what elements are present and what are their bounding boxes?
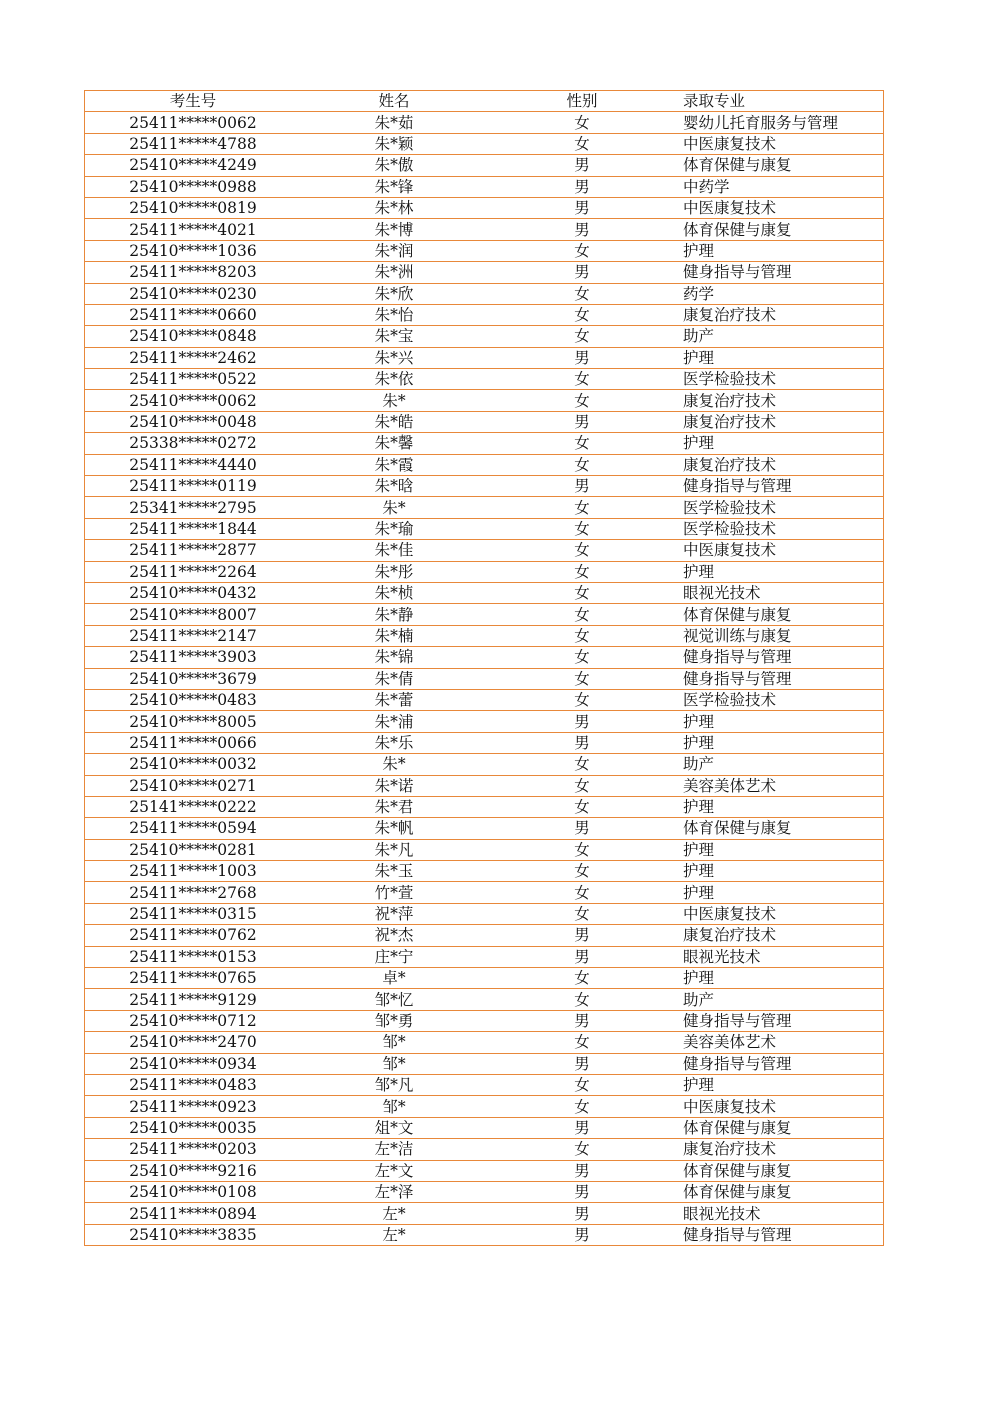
cell-major: 护理 bbox=[677, 433, 884, 454]
cell-major: 护理 bbox=[677, 347, 884, 368]
cell-name: 朱*静 bbox=[301, 604, 487, 625]
cell-name: 朱*兴 bbox=[301, 347, 487, 368]
table-row bbox=[85, 304, 884, 325]
table-body bbox=[85, 112, 884, 1246]
cell-major: 药学 bbox=[677, 283, 884, 304]
cell-name: 朱*晗 bbox=[301, 476, 487, 497]
cell-name: 祝*萍 bbox=[301, 903, 487, 924]
cell-exam-number: 25410*****3835 bbox=[85, 1224, 302, 1245]
table-row bbox=[85, 582, 884, 603]
cell-major: 体育保健与康复 bbox=[677, 155, 884, 176]
cell-name: 朱*倩 bbox=[301, 668, 487, 689]
cell-name: 左* bbox=[301, 1224, 487, 1245]
table-row bbox=[85, 668, 884, 689]
cell-gender: 女 bbox=[487, 540, 677, 561]
table-row bbox=[85, 283, 884, 304]
table-header-row bbox=[85, 91, 884, 112]
cell-major: 助产 bbox=[677, 754, 884, 775]
cell-exam-number: 25411*****0522 bbox=[85, 369, 302, 390]
cell-major: 医学检验技术 bbox=[677, 369, 884, 390]
table-row bbox=[85, 433, 884, 454]
cell-gender: 女 bbox=[487, 989, 677, 1010]
cell-major: 护理 bbox=[677, 1074, 884, 1095]
cell-name: 朱*茹 bbox=[301, 112, 487, 133]
cell-gender: 女 bbox=[487, 796, 677, 817]
cell-major: 眼视光技术 bbox=[677, 1203, 884, 1224]
cell-gender: 男 bbox=[487, 219, 677, 240]
cell-name: 朱*玉 bbox=[301, 861, 487, 882]
cell-exam-number: 25410*****0819 bbox=[85, 197, 302, 218]
table-row bbox=[85, 112, 884, 133]
cell-exam-number: 25411*****2877 bbox=[85, 540, 302, 561]
cell-major: 中药学 bbox=[677, 176, 884, 197]
cell-gender: 女 bbox=[487, 647, 677, 668]
cell-major: 健身指导与管理 bbox=[677, 647, 884, 668]
table-row bbox=[85, 818, 884, 839]
cell-name: 朱*锦 bbox=[301, 647, 487, 668]
cell-gender: 男 bbox=[487, 1224, 677, 1245]
cell-major: 医学检验技术 bbox=[677, 497, 884, 518]
table-row bbox=[85, 1203, 884, 1224]
table-row bbox=[85, 689, 884, 710]
table-row bbox=[85, 732, 884, 753]
cell-name: 朱*依 bbox=[301, 369, 487, 390]
cell-name: 邹*忆 bbox=[301, 989, 487, 1010]
cell-name: 朱*诺 bbox=[301, 775, 487, 796]
cell-name: 庄*宁 bbox=[301, 946, 487, 967]
cell-major: 视觉训练与康复 bbox=[677, 625, 884, 646]
cell-name: 朱*宝 bbox=[301, 326, 487, 347]
cell-gender: 男 bbox=[487, 411, 677, 432]
table-row bbox=[85, 1117, 884, 1138]
cell-gender: 男 bbox=[487, 155, 677, 176]
cell-name: 邹* bbox=[301, 1053, 487, 1074]
cell-gender: 女 bbox=[487, 518, 677, 539]
table-row bbox=[85, 839, 884, 860]
cell-exam-number: 25411*****0066 bbox=[85, 732, 302, 753]
cell-exam-number: 25410*****8007 bbox=[85, 604, 302, 625]
cell-name: 朱* bbox=[301, 754, 487, 775]
cell-exam-number: 25410*****1036 bbox=[85, 240, 302, 261]
table-row bbox=[85, 1224, 884, 1245]
cell-major: 医学检验技术 bbox=[677, 518, 884, 539]
cell-name: 朱*佳 bbox=[301, 540, 487, 561]
header-major: 录取专业 bbox=[677, 91, 884, 112]
cell-exam-number: 25410*****0281 bbox=[85, 839, 302, 860]
cell-name: 左*文 bbox=[301, 1160, 487, 1181]
cell-exam-number: 25410*****4249 bbox=[85, 155, 302, 176]
cell-major: 体育保健与康复 bbox=[677, 818, 884, 839]
cell-name: 祝*杰 bbox=[301, 925, 487, 946]
cell-major: 健身指导与管理 bbox=[677, 1053, 884, 1074]
cell-major: 健身指导与管理 bbox=[677, 1224, 884, 1245]
cell-major: 眼视光技术 bbox=[677, 946, 884, 967]
cell-name: 卓* bbox=[301, 968, 487, 989]
table-row bbox=[85, 903, 884, 924]
cell-exam-number: 25410*****0062 bbox=[85, 390, 302, 411]
cell-major: 护理 bbox=[677, 861, 884, 882]
cell-exam-number: 25411*****0483 bbox=[85, 1074, 302, 1095]
cell-gender: 男 bbox=[487, 262, 677, 283]
cell-gender: 女 bbox=[487, 133, 677, 154]
cell-name: 朱*锋 bbox=[301, 176, 487, 197]
cell-major: 助产 bbox=[677, 989, 884, 1010]
table-row bbox=[85, 133, 884, 154]
table-row bbox=[85, 647, 884, 668]
table-row bbox=[85, 604, 884, 625]
cell-gender: 男 bbox=[487, 197, 677, 218]
cell-gender: 女 bbox=[487, 240, 677, 261]
cell-major: 医学检验技术 bbox=[677, 689, 884, 710]
cell-gender: 男 bbox=[487, 711, 677, 732]
table-row bbox=[85, 497, 884, 518]
cell-name: 朱*林 bbox=[301, 197, 487, 218]
table-row bbox=[85, 240, 884, 261]
table-row bbox=[85, 411, 884, 432]
cell-major: 健身指导与管理 bbox=[677, 476, 884, 497]
cell-exam-number: 25411*****0765 bbox=[85, 968, 302, 989]
table-row bbox=[85, 1160, 884, 1181]
table-row bbox=[85, 796, 884, 817]
cell-exam-number: 25410*****0032 bbox=[85, 754, 302, 775]
table-row bbox=[85, 946, 884, 967]
cell-gender: 男 bbox=[487, 1181, 677, 1202]
cell-major: 婴幼儿托育服务与管理 bbox=[677, 112, 884, 133]
cell-gender: 女 bbox=[487, 1074, 677, 1095]
cell-gender: 男 bbox=[487, 946, 677, 967]
table-row bbox=[85, 262, 884, 283]
table-row bbox=[85, 219, 884, 240]
table-row bbox=[85, 775, 884, 796]
cell-name: 朱*润 bbox=[301, 240, 487, 261]
cell-gender: 女 bbox=[487, 861, 677, 882]
cell-major: 眼视光技术 bbox=[677, 582, 884, 603]
table-row bbox=[85, 711, 884, 732]
table-row bbox=[85, 1053, 884, 1074]
cell-exam-number: 25410*****0048 bbox=[85, 411, 302, 432]
cell-exam-number: 25141*****0222 bbox=[85, 796, 302, 817]
cell-exam-number: 25411*****1844 bbox=[85, 518, 302, 539]
table-row bbox=[85, 861, 884, 882]
cell-gender: 女 bbox=[487, 369, 677, 390]
cell-major: 护理 bbox=[677, 732, 884, 753]
table-row bbox=[85, 454, 884, 475]
cell-gender: 女 bbox=[487, 604, 677, 625]
table-row bbox=[85, 625, 884, 646]
header-gender: 性别 bbox=[487, 91, 677, 112]
admission-table bbox=[84, 90, 884, 1246]
table-row bbox=[85, 518, 884, 539]
table-row bbox=[85, 176, 884, 197]
cell-exam-number: 25410*****0848 bbox=[85, 326, 302, 347]
cell-gender: 女 bbox=[487, 390, 677, 411]
cell-gender: 男 bbox=[487, 1010, 677, 1031]
cell-exam-number: 25411*****0315 bbox=[85, 903, 302, 924]
cell-name: 左*泽 bbox=[301, 1181, 487, 1202]
cell-gender: 女 bbox=[487, 1032, 677, 1053]
cell-gender: 女 bbox=[487, 1139, 677, 1160]
cell-major: 康复治疗技术 bbox=[677, 304, 884, 325]
table-row bbox=[85, 1181, 884, 1202]
cell-major: 健身指导与管理 bbox=[677, 668, 884, 689]
cell-major: 护理 bbox=[677, 240, 884, 261]
table-row bbox=[85, 989, 884, 1010]
cell-name: 朱*蕾 bbox=[301, 689, 487, 710]
cell-name: 朱*傲 bbox=[301, 155, 487, 176]
cell-name: 朱*帆 bbox=[301, 818, 487, 839]
header-exam-number: 考生号 bbox=[85, 91, 302, 112]
cell-major: 美容美体艺术 bbox=[677, 1032, 884, 1053]
cell-exam-number: 25410*****0712 bbox=[85, 1010, 302, 1031]
table-row bbox=[85, 347, 884, 368]
cell-exam-number: 25411*****0923 bbox=[85, 1096, 302, 1117]
cell-exam-number: 25411*****1003 bbox=[85, 861, 302, 882]
cell-exam-number: 25411*****8203 bbox=[85, 262, 302, 283]
cell-exam-number: 25411*****2462 bbox=[85, 347, 302, 368]
cell-gender: 女 bbox=[487, 433, 677, 454]
cell-gender: 女 bbox=[487, 497, 677, 518]
cell-exam-number: 25411*****0203 bbox=[85, 1139, 302, 1160]
cell-exam-number: 25410*****0108 bbox=[85, 1181, 302, 1202]
cell-name: 朱* bbox=[301, 390, 487, 411]
cell-exam-number: 25411*****0119 bbox=[85, 476, 302, 497]
cell-major: 护理 bbox=[677, 711, 884, 732]
cell-exam-number: 25410*****0483 bbox=[85, 689, 302, 710]
cell-name: 朱*君 bbox=[301, 796, 487, 817]
cell-exam-number: 25410*****0271 bbox=[85, 775, 302, 796]
cell-gender: 女 bbox=[487, 968, 677, 989]
cell-name: 朱*楠 bbox=[301, 625, 487, 646]
cell-name: 朱*洲 bbox=[301, 262, 487, 283]
cell-gender: 男 bbox=[487, 732, 677, 753]
cell-name: 邹*凡 bbox=[301, 1074, 487, 1095]
cell-major: 中医康复技术 bbox=[677, 133, 884, 154]
cell-name: 朱*浦 bbox=[301, 711, 487, 732]
table-row bbox=[85, 754, 884, 775]
cell-exam-number: 25411*****4788 bbox=[85, 133, 302, 154]
cell-exam-number: 25411*****2768 bbox=[85, 882, 302, 903]
cell-major: 护理 bbox=[677, 968, 884, 989]
cell-name: 邹* bbox=[301, 1096, 487, 1117]
table-row bbox=[85, 390, 884, 411]
cell-exam-number: 25411*****0762 bbox=[85, 925, 302, 946]
cell-name: 朱*颖 bbox=[301, 133, 487, 154]
cell-exam-number: 25410*****0230 bbox=[85, 283, 302, 304]
cell-major: 康复治疗技术 bbox=[677, 1139, 884, 1160]
cell-major: 体育保健与康复 bbox=[677, 1181, 884, 1202]
table-row bbox=[85, 326, 884, 347]
cell-exam-number: 25411*****0894 bbox=[85, 1203, 302, 1224]
table-row bbox=[85, 540, 884, 561]
cell-gender: 女 bbox=[487, 754, 677, 775]
cell-exam-number: 25410*****8005 bbox=[85, 711, 302, 732]
cell-exam-number: 25410*****0934 bbox=[85, 1053, 302, 1074]
cell-major: 体育保健与康复 bbox=[677, 1160, 884, 1181]
cell-name: 朱*皓 bbox=[301, 411, 487, 432]
cell-major: 护理 bbox=[677, 796, 884, 817]
cell-major: 体育保健与康复 bbox=[677, 604, 884, 625]
cell-gender: 女 bbox=[487, 775, 677, 796]
cell-exam-number: 25338*****0272 bbox=[85, 433, 302, 454]
cell-exam-number: 25411*****4440 bbox=[85, 454, 302, 475]
cell-name: 朱*桢 bbox=[301, 582, 487, 603]
cell-major: 体育保健与康复 bbox=[677, 1117, 884, 1138]
table-row bbox=[85, 1074, 884, 1095]
table-row bbox=[85, 1096, 884, 1117]
cell-gender: 女 bbox=[487, 283, 677, 304]
header-name: 姓名 bbox=[301, 91, 487, 112]
cell-major: 美容美体艺术 bbox=[677, 775, 884, 796]
cell-gender: 男 bbox=[487, 347, 677, 368]
table-row bbox=[85, 1010, 884, 1031]
cell-major: 健身指导与管理 bbox=[677, 262, 884, 283]
cell-gender: 女 bbox=[487, 561, 677, 582]
cell-gender: 男 bbox=[487, 1053, 677, 1074]
table-row bbox=[85, 561, 884, 582]
table-row bbox=[85, 925, 884, 946]
cell-major: 护理 bbox=[677, 882, 884, 903]
cell-name: 朱*乐 bbox=[301, 732, 487, 753]
cell-name: 竹*萱 bbox=[301, 882, 487, 903]
cell-exam-number: 25411*****0660 bbox=[85, 304, 302, 325]
cell-exam-number: 25341*****2795 bbox=[85, 497, 302, 518]
cell-name: 朱*怡 bbox=[301, 304, 487, 325]
table-row bbox=[85, 476, 884, 497]
cell-gender: 男 bbox=[487, 818, 677, 839]
cell-exam-number: 25411*****2264 bbox=[85, 561, 302, 582]
cell-name: 朱*博 bbox=[301, 219, 487, 240]
cell-gender: 男 bbox=[487, 1203, 677, 1224]
cell-name: 邹* bbox=[301, 1032, 487, 1053]
cell-exam-number: 25411*****0594 bbox=[85, 818, 302, 839]
cell-gender: 女 bbox=[487, 304, 677, 325]
cell-major: 中医康复技术 bbox=[677, 1096, 884, 1117]
cell-gender: 女 bbox=[487, 882, 677, 903]
cell-exam-number: 25410*****3679 bbox=[85, 668, 302, 689]
cell-name: 俎*文 bbox=[301, 1117, 487, 1138]
cell-major: 康复治疗技术 bbox=[677, 925, 884, 946]
cell-major: 助产 bbox=[677, 326, 884, 347]
cell-exam-number: 25411*****0153 bbox=[85, 946, 302, 967]
cell-exam-number: 25410*****0035 bbox=[85, 1117, 302, 1138]
cell-major: 健身指导与管理 bbox=[677, 1010, 884, 1031]
cell-major: 康复治疗技术 bbox=[677, 454, 884, 475]
table-row bbox=[85, 197, 884, 218]
cell-name: 邹*勇 bbox=[301, 1010, 487, 1031]
cell-major: 康复治疗技术 bbox=[677, 390, 884, 411]
cell-major: 康复治疗技术 bbox=[677, 411, 884, 432]
cell-exam-number: 25411*****0062 bbox=[85, 112, 302, 133]
cell-name: 左*洁 bbox=[301, 1139, 487, 1160]
cell-major: 中医康复技术 bbox=[677, 197, 884, 218]
cell-gender: 男 bbox=[487, 1160, 677, 1181]
cell-name: 左* bbox=[301, 1203, 487, 1224]
cell-name: 朱*瑜 bbox=[301, 518, 487, 539]
cell-gender: 女 bbox=[487, 454, 677, 475]
cell-gender: 男 bbox=[487, 925, 677, 946]
cell-exam-number: 25411*****3903 bbox=[85, 647, 302, 668]
cell-gender: 女 bbox=[487, 112, 677, 133]
cell-major: 中医康复技术 bbox=[677, 903, 884, 924]
cell-gender: 女 bbox=[487, 625, 677, 646]
cell-gender: 女 bbox=[487, 903, 677, 924]
cell-exam-number: 25411*****4021 bbox=[85, 219, 302, 240]
cell-exam-number: 25410*****9216 bbox=[85, 1160, 302, 1181]
table-row bbox=[85, 882, 884, 903]
cell-gender: 女 bbox=[487, 1096, 677, 1117]
cell-gender: 女 bbox=[487, 689, 677, 710]
cell-exam-number: 25410*****2470 bbox=[85, 1032, 302, 1053]
table-row bbox=[85, 1139, 884, 1160]
cell-exam-number: 25410*****0432 bbox=[85, 582, 302, 603]
table-row bbox=[85, 968, 884, 989]
table-row bbox=[85, 1032, 884, 1053]
table-row bbox=[85, 369, 884, 390]
cell-gender: 女 bbox=[487, 582, 677, 603]
cell-gender: 女 bbox=[487, 326, 677, 347]
cell-name: 朱* bbox=[301, 497, 487, 518]
cell-name: 朱*欣 bbox=[301, 283, 487, 304]
cell-gender: 女 bbox=[487, 839, 677, 860]
cell-exam-number: 25411*****9129 bbox=[85, 989, 302, 1010]
cell-name: 朱*馨 bbox=[301, 433, 487, 454]
cell-major: 体育保健与康复 bbox=[677, 219, 884, 240]
cell-gender: 男 bbox=[487, 1117, 677, 1138]
table-row bbox=[85, 155, 884, 176]
cell-major: 护理 bbox=[677, 839, 884, 860]
cell-name: 朱*彤 bbox=[301, 561, 487, 582]
cell-exam-number: 25411*****2147 bbox=[85, 625, 302, 646]
cell-major: 护理 bbox=[677, 561, 884, 582]
cell-gender: 男 bbox=[487, 476, 677, 497]
cell-exam-number: 25410*****0988 bbox=[85, 176, 302, 197]
cell-major: 中医康复技术 bbox=[677, 540, 884, 561]
cell-gender: 女 bbox=[487, 668, 677, 689]
cell-name: 朱*凡 bbox=[301, 839, 487, 860]
cell-name: 朱*霞 bbox=[301, 454, 487, 475]
cell-gender: 男 bbox=[487, 176, 677, 197]
